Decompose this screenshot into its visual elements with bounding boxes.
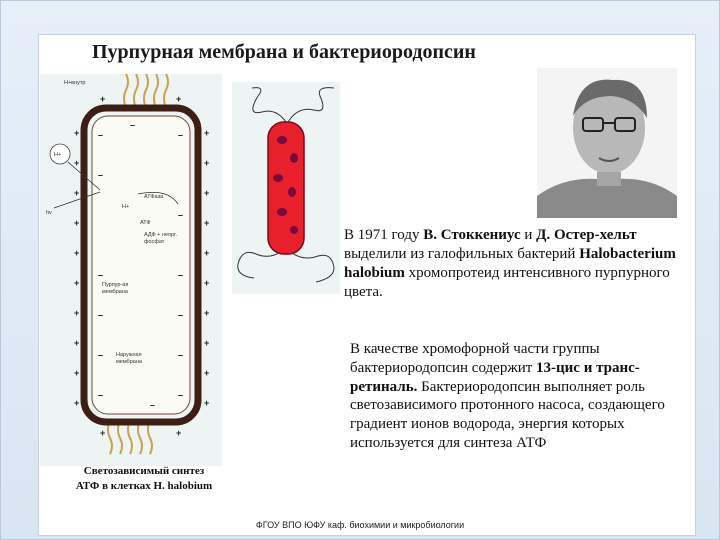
footer-affiliation: ФГОУ ВПО ЮФУ каф. биохимии и микробиологии (255, 520, 465, 530)
svg-text:–: – (98, 350, 104, 360)
p2-bold-retinal: 13-цис и транс-ретиналь. (350, 359, 640, 395)
svg-text:+: + (204, 158, 210, 168)
svg-text:+: + (204, 278, 210, 288)
svg-text:+: + (74, 158, 80, 168)
svg-text:+: + (204, 338, 210, 348)
label-hplus-bubble: H+ (54, 152, 62, 158)
svg-text:+: + (204, 398, 210, 408)
svg-text:+: + (74, 308, 80, 318)
svg-text:–: – (178, 350, 184, 360)
p1-bold-stoeckenius: В. Стоккениус (423, 227, 521, 243)
svg-text:–: – (98, 170, 104, 180)
svg-text:+: + (74, 368, 80, 378)
scientist-portrait (537, 68, 677, 218)
caption-line-1: Светозависимый синтез (83, 465, 205, 477)
svg-text:–: – (150, 400, 156, 410)
svg-text:+: + (204, 218, 210, 228)
svg-text:–: – (178, 130, 184, 140)
slide-title: Пурпурная мембрана и бактериородопсин (92, 41, 476, 63)
svg-text:+: + (204, 368, 210, 378)
portrait-neck (597, 172, 621, 186)
svg-text:+: + (204, 248, 210, 258)
label-adp-line1: АДФ + неорг. (144, 232, 177, 238)
paragraph-discovery (344, 226, 676, 302)
p1-bold-oesterhelt: Д. Остер-хельт (536, 227, 637, 243)
p1-text-2: и (520, 227, 537, 243)
bacterium-illustration (232, 82, 340, 294)
svg-text:+: + (74, 338, 80, 348)
svg-text:+: + (74, 278, 80, 288)
svg-text:–: – (178, 210, 184, 220)
label-red-line1: Наружная (116, 352, 142, 358)
svg-text:+: + (176, 428, 182, 438)
svg-text:+: + (74, 218, 80, 228)
cell-diagram (40, 74, 222, 466)
svg-text:+: + (74, 248, 80, 258)
svg-text:–: – (178, 270, 184, 280)
svg-text:+: + (74, 188, 80, 198)
svg-text:+: + (176, 94, 182, 104)
svg-text:+: + (100, 94, 106, 104)
svg-text:+: + (100, 428, 106, 438)
paragraph-function (350, 340, 670, 453)
svg-text:–: – (98, 270, 104, 280)
label-atp: АТФ (140, 220, 151, 226)
caption-line-2: АТФ в клетках H. halobium (75, 480, 213, 492)
p2-text-2: Бактериородопсин выполняет роль светозависимого протонного насоса, создающего градиент ионов водорода, энергия которых используется для синтеза АТФ (350, 378, 665, 451)
label-hv: hv (46, 210, 52, 216)
svg-text:–: – (98, 390, 104, 400)
label-atpase: АТФаза (144, 194, 164, 200)
svg-text:+: + (204, 128, 210, 138)
svg-text:–: – (178, 310, 184, 320)
svg-text:–: – (98, 130, 104, 140)
svg-text:+: + (204, 308, 210, 318)
label-hplus-top: H+внутр (64, 80, 86, 86)
svg-text:–: – (130, 120, 136, 130)
svg-text:–: – (98, 310, 104, 320)
svg-text:+: + (204, 188, 210, 198)
p1-text-3: выделили из галофильных бактерий (344, 246, 580, 262)
label-adp-line2: фосфат (144, 239, 165, 245)
label-hplus-mid: H+ (122, 204, 130, 210)
inner-membrane (92, 116, 190, 414)
p1-text-4: хромопротеид интенсивного пурпурного цвета. (344, 265, 670, 300)
label-red-line2: мембрана (116, 359, 142, 365)
svg-text:–: – (178, 390, 184, 400)
p1-text-1: В 1971 году (344, 227, 424, 243)
p1-bold-species: Halobacterium halobium (344, 246, 676, 281)
p2-text-1: В качестве хромофорной части группы бактериородопсин содержит (350, 341, 600, 376)
svg-text:+: + (74, 398, 80, 408)
diagram-caption (46, 464, 242, 494)
svg-text:+: + (74, 128, 80, 138)
label-purple-line1: Пурпур-ая (102, 282, 129, 288)
label-purple-line2: мембрана (102, 289, 128, 295)
